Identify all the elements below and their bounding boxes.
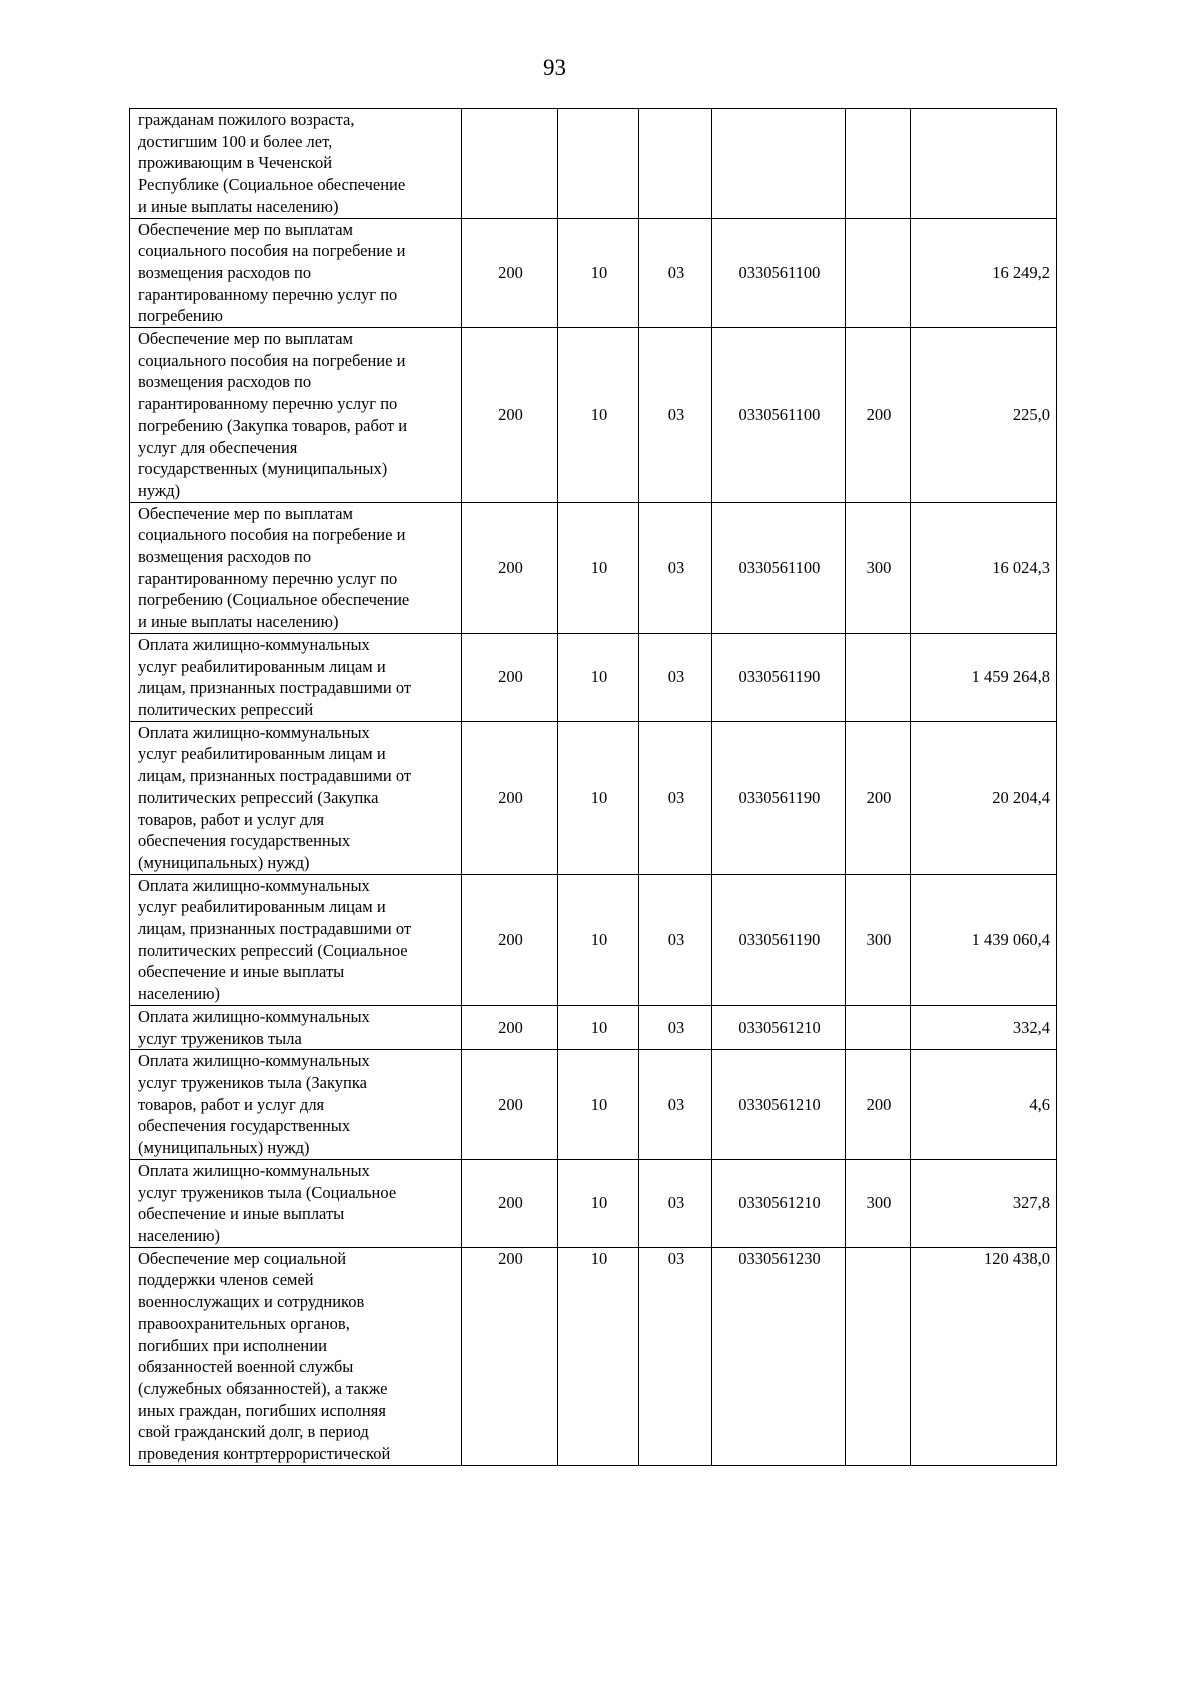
pr-cell <box>639 109 712 219</box>
row-name-cell: гражданам пожилого возраста, достигшим 100 и более лет, проживающим в Чеченской Республике (Социальное обеспечение и иные выплаты населению) <box>130 109 462 219</box>
vr-cell <box>846 1005 911 1049</box>
vr-cell: 300 <box>846 874 911 1005</box>
csr-cell: 0330561210 <box>712 1050 846 1160</box>
row-name-cell: Оплата жилищно-коммунальных услуг реабилитированным лицам и лицам, признанных пострадавшими от политических репрессий <box>130 633 462 721</box>
row-name-cell: Оплата жилищно-коммунальных услуг тружеников тыла <box>130 1005 462 1049</box>
rz-cell: 10 <box>558 218 639 328</box>
vr-cell: 300 <box>846 502 911 633</box>
sum-cell: 16 249,2 <box>911 218 1057 328</box>
pr-cell: 03 <box>639 328 712 503</box>
row-name-cell: Оплата жилищно-коммунальных услуг тружеников тыла (Закупка товаров, работ и услуг для обеспечения государственных (муниципальных) нужд) <box>130 1050 462 1160</box>
table-row <box>130 109 1057 219</box>
vr-cell <box>846 1247 911 1465</box>
table-row <box>130 1247 1057 1465</box>
pr-cell: 03 <box>639 633 712 721</box>
ved-cell: 200 <box>462 328 558 503</box>
rz-cell: 10 <box>558 1050 639 1160</box>
csr-cell: 0330561100 <box>712 328 846 503</box>
pr-cell: 03 <box>639 1005 712 1049</box>
ved-cell: 200 <box>462 218 558 328</box>
sum-cell: 16 024,3 <box>911 502 1057 633</box>
pr-cell: 03 <box>639 502 712 633</box>
table-row <box>130 1050 1057 1160</box>
rz-cell <box>558 109 639 219</box>
table-row <box>130 502 1057 633</box>
page-number: 93 <box>543 55 566 80</box>
pr-cell: 03 <box>639 1247 712 1465</box>
rz-cell: 10 <box>558 633 639 721</box>
row-name-cell: Обеспечение мер по выплатам социального пособия на погребение и возмещения расходов по гарантированному перечню услуг по погребению (Закупка товаров, работ и услуг для обеспечения государственных (муниципальных) нужд) <box>130 328 462 503</box>
pr-cell: 03 <box>639 874 712 1005</box>
csr-cell: 0330561230 <box>712 1247 846 1465</box>
sum-cell <box>911 109 1057 219</box>
rz-cell: 10 <box>558 502 639 633</box>
ved-cell: 200 <box>462 502 558 633</box>
ved-cell <box>462 109 558 219</box>
ved-cell: 200 <box>462 1005 558 1049</box>
sum-cell: 4,6 <box>911 1050 1057 1160</box>
csr-cell: 0330561210 <box>712 1159 846 1247</box>
vr-cell <box>846 633 911 721</box>
sum-cell: 120 438,0 <box>911 1247 1057 1465</box>
sum-cell: 1 439 060,4 <box>911 874 1057 1005</box>
ved-cell: 200 <box>462 874 558 1005</box>
rz-cell: 10 <box>558 328 639 503</box>
ved-cell: 200 <box>462 1050 558 1160</box>
row-name-cell: Оплата жилищно-коммунальных услуг реабилитированным лицам и лицам, признанных пострадавшими от политических репрессий (Закупка товаров, работ и услуг для обеспечения государственных (муниципальных) нужд) <box>130 721 462 874</box>
table-row <box>130 1005 1057 1049</box>
rz-cell: 10 <box>558 1005 639 1049</box>
row-name-cell: Оплата жилищно-коммунальных услуг реабилитированным лицам и лицам, признанных пострадавшими от политических репрессий (Социальное обеспечение и иные выплаты населению) <box>130 874 462 1005</box>
ved-cell: 200 <box>462 1247 558 1465</box>
pr-cell: 03 <box>639 1050 712 1160</box>
csr-cell: 0330561190 <box>712 633 846 721</box>
sum-cell: 225,0 <box>911 328 1057 503</box>
row-name-cell: Обеспечение мер социальной поддержки членов семей военнослужащих и сотрудников правоохранительных органов, погибших при исполнении обязанностей военной службы (служебных обязанностей), а также иных граждан, погибших исполняя свой гражданский долг, в период проведения контртеррористической <box>130 1247 462 1465</box>
sum-cell: 20 204,4 <box>911 721 1057 874</box>
table-row <box>130 633 1057 721</box>
rz-cell: 10 <box>558 1159 639 1247</box>
table-row <box>130 721 1057 874</box>
ved-cell: 200 <box>462 1159 558 1247</box>
csr-cell: 0330561190 <box>712 721 846 874</box>
csr-cell: 0330561100 <box>712 502 846 633</box>
table-row <box>130 328 1057 503</box>
vr-cell <box>846 109 911 219</box>
pr-cell: 03 <box>639 218 712 328</box>
rz-cell: 10 <box>558 1247 639 1465</box>
vr-cell <box>846 218 911 328</box>
csr-cell: 0330561190 <box>712 874 846 1005</box>
row-name-cell: Оплата жилищно-коммунальных услуг тружеников тыла (Социальное обеспечение и иные выплаты населению) <box>130 1159 462 1247</box>
ved-cell: 200 <box>462 633 558 721</box>
row-name-cell: Обеспечение мер по выплатам социального пособия на погребение и возмещения расходов по гарантированному перечню услуг по погребению (Социальное обеспечение и иные выплаты населению) <box>130 502 462 633</box>
sum-cell: 332,4 <box>911 1005 1057 1049</box>
vr-cell: 300 <box>846 1159 911 1247</box>
rz-cell: 10 <box>558 721 639 874</box>
csr-cell: 0330561210 <box>712 1005 846 1049</box>
table-row <box>130 874 1057 1005</box>
sum-cell: 327,8 <box>911 1159 1057 1247</box>
pr-cell: 03 <box>639 721 712 874</box>
sum-cell: 1 459 264,8 <box>911 633 1057 721</box>
vr-cell: 200 <box>846 1050 911 1160</box>
csr-cell <box>712 109 846 219</box>
pr-cell: 03 <box>639 1159 712 1247</box>
table-row <box>130 1159 1057 1247</box>
row-name-cell: Обеспечение мер по выплатам социального пособия на погребение и возмещения расходов по гарантированному перечню услуг по погребению <box>130 218 462 328</box>
csr-cell: 0330561100 <box>712 218 846 328</box>
budget-table <box>129 108 1057 1466</box>
table-row <box>130 218 1057 328</box>
rz-cell: 10 <box>558 874 639 1005</box>
vr-cell: 200 <box>846 721 911 874</box>
ved-cell: 200 <box>462 721 558 874</box>
vr-cell: 200 <box>846 328 911 503</box>
